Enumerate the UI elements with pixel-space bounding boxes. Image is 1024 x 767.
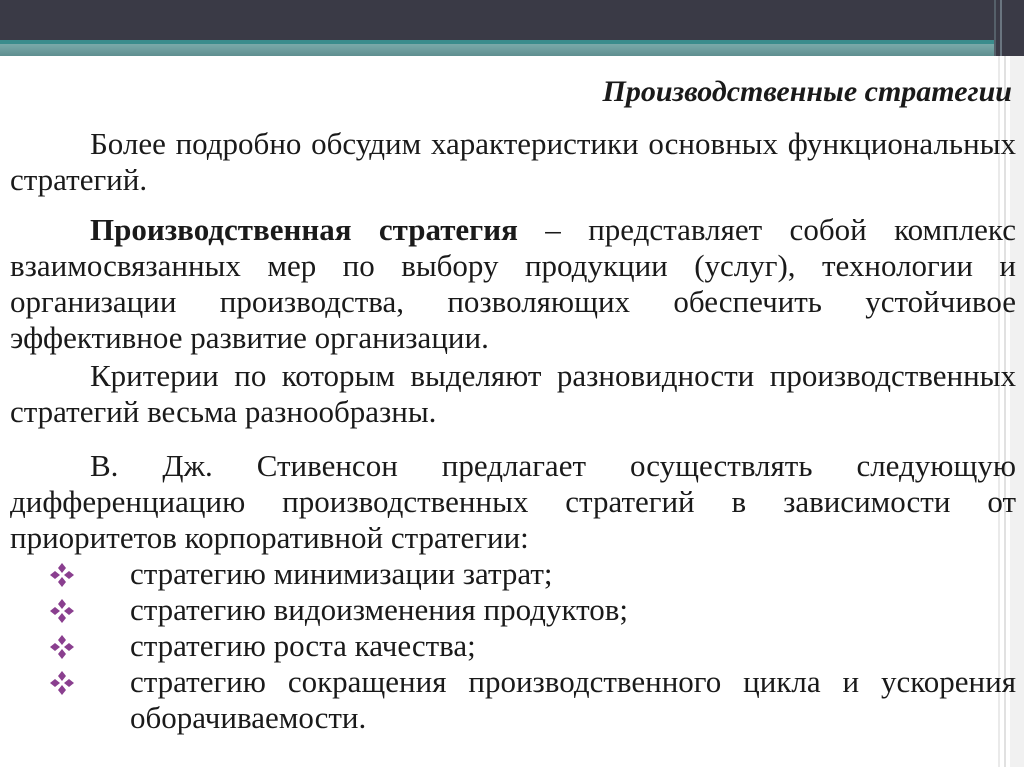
criteria-paragraph: Критерии по которым выделяют разновидности производственных стратегий весьма разнообразны. [10, 358, 1016, 429]
list-item [10, 556, 1016, 592]
list-item-text: стратегию минимизации затрат; [130, 556, 553, 591]
header-accent-band [0, 40, 1024, 56]
list-item [10, 664, 1016, 736]
header-bar [0, 0, 1024, 40]
definition-paragraph [10, 212, 1016, 356]
intro-paragraph: Более подробно обсудим характеристики основных функциональных стратегий. [10, 126, 1016, 197]
stevenson-paragraph: В. Дж. Стивенсон предлагает осуществлять следующую дифференциацию производственных стратегий в зависимости от приоритетов корпоративной стратегии: [10, 448, 1016, 555]
four-diamond-bullet-icon [48, 562, 76, 588]
right-edge-top-decoration [994, 0, 1024, 56]
four-diamond-bullet-icon [48, 598, 76, 624]
four-diamond-bullet-icon [48, 634, 76, 660]
strategy-list [10, 556, 1016, 736]
list-item-text: стратегию сокращения производственного цикла и ускорения оборачиваемости. [130, 664, 1016, 735]
list-item [10, 628, 1016, 664]
definition-term: Производственная стратегия [90, 212, 518, 247]
slide-title: Производственные стратегии [602, 75, 1012, 108]
definition-text: – представляет собой комплекс взаимосвязанных мер по выбору продукции (услуг), технологии и организации производства, позволяющих обеспечить устойчивое эффективное развитие организации. [10, 212, 1016, 355]
list-item-text: стратегию роста качества; [130, 628, 476, 663]
list-item [10, 592, 1016, 628]
list-item-text: стратегию видоизменения продуктов; [130, 592, 628, 627]
slide-content [10, 62, 1016, 736]
four-diamond-bullet-icon [48, 670, 76, 696]
